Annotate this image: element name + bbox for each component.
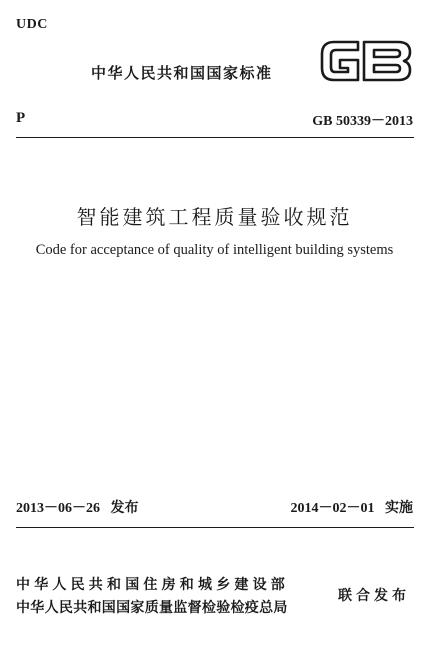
issue-date: 2013－06－26	[16, 501, 100, 516]
standard-number: GB 50339－2013	[312, 114, 413, 129]
gb-logo-icon	[318, 36, 414, 86]
implement-label: 实施	[385, 500, 413, 516]
title-english: Code for acceptance of quality of intelligent building systems	[35, 242, 394, 258]
implement-date-line	[291, 497, 414, 517]
standard-type: 中华人民共和国国家标准	[91, 64, 273, 82]
issue-date-line	[16, 497, 139, 517]
title-chinese: 智能建筑工程质量验收规范	[76, 205, 353, 229]
udc-label: UDC	[16, 17, 48, 32]
top-divider	[16, 137, 414, 138]
issuer-aqsiq: 中华人民共和国国家质量监督检验检疫总局	[16, 600, 288, 616]
category-code: P	[16, 110, 26, 126]
bottom-divider	[16, 527, 414, 528]
implement-date: 2014－02－01	[290, 501, 375, 516]
joint-issue-label: 联合发布	[338, 588, 410, 604]
issue-label: 发布	[110, 500, 139, 516]
issuer-ministry: 中华人民共和国住房和城乡建设部	[16, 577, 289, 593]
